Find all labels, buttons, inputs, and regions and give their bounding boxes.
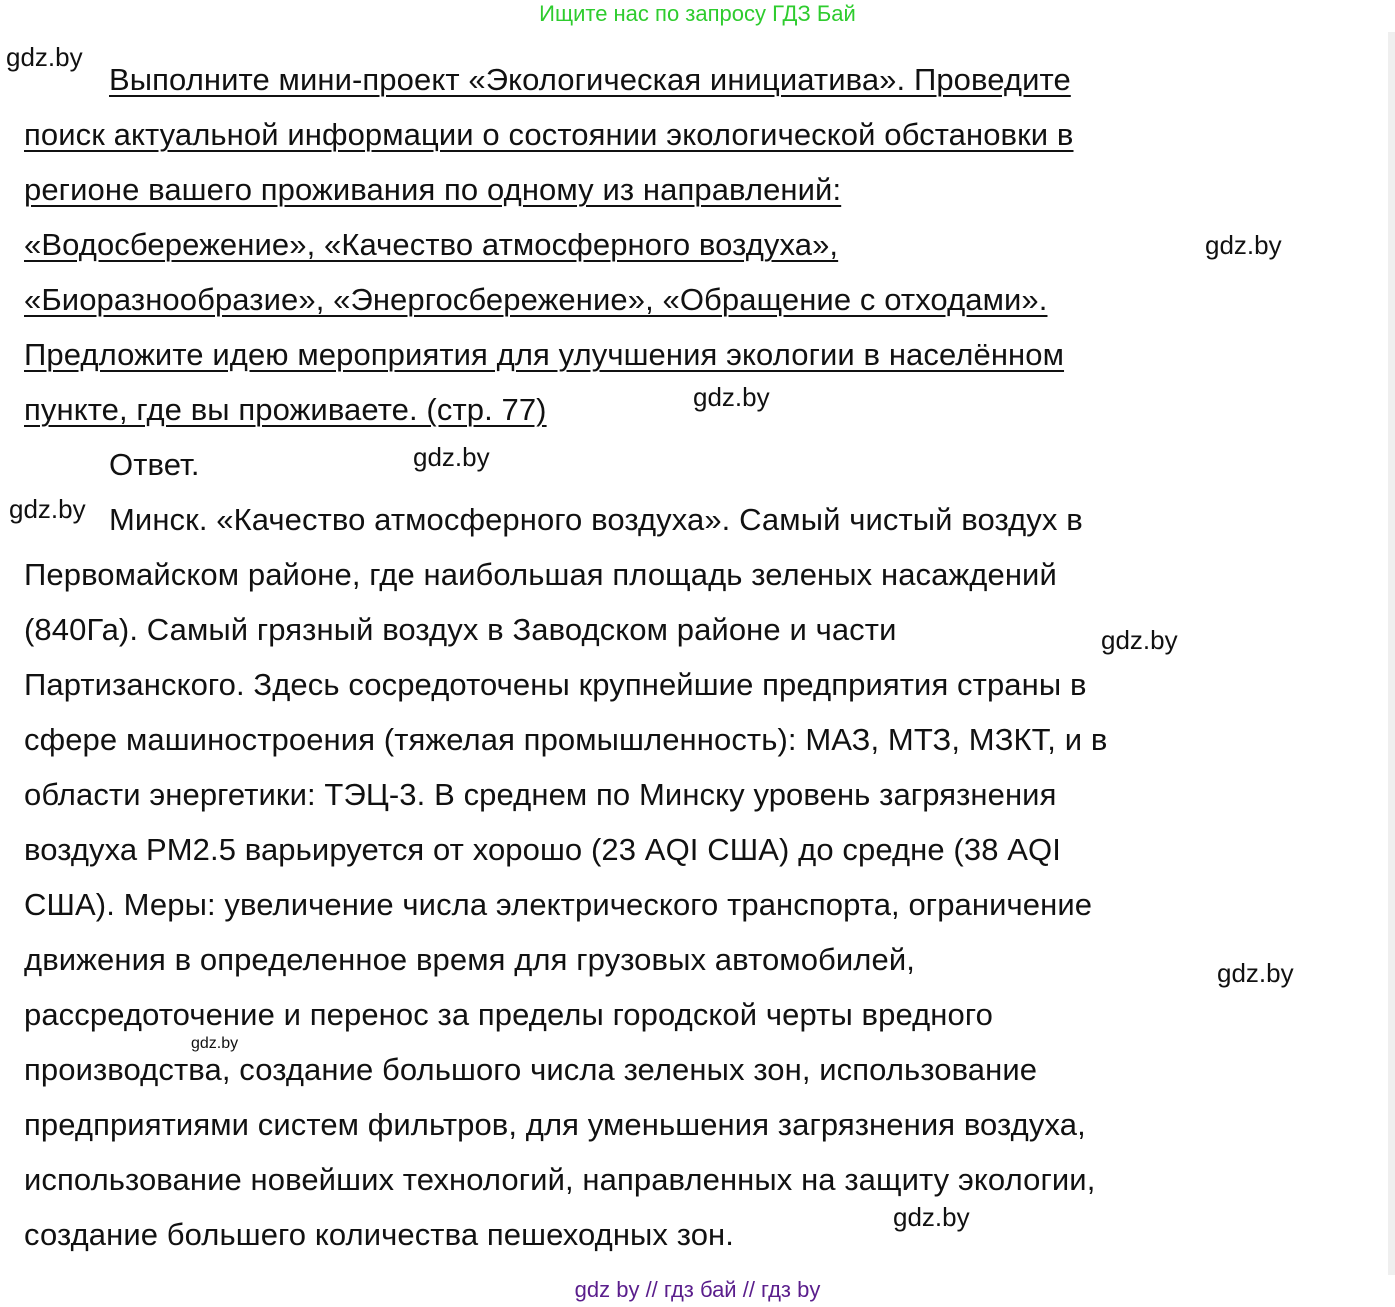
- answer-line: Партизанского. Здесь сосредоточены крупнейшие предприятия страны в: [24, 667, 1087, 702]
- answer-line: сфере машиностроения (тяжелая промышленность): МАЗ, МТЗ, МЗКТ, и в: [24, 722, 1108, 757]
- watermark: gdz.by: [413, 442, 490, 472]
- watermark: gdz.by: [893, 1202, 970, 1232]
- answer-line: Первомайском районе, где наибольшая площадь зеленых насаждений: [24, 557, 1057, 592]
- watermark: gdz.by: [1101, 625, 1178, 655]
- task-line: «Водосбережение», «Качество атмосферного воздуха»,: [24, 227, 839, 262]
- watermark: gdz.by: [6, 42, 83, 72]
- task-line: пункте, где вы проживаете. (стр. 77): [24, 392, 547, 427]
- watermark: gdz.by: [9, 494, 86, 524]
- task-line: Выполните мини-проект «Экологическая инициатива». Проведите: [109, 62, 1071, 97]
- answer-label: Ответ.: [109, 447, 200, 482]
- answer-line: Минск. «Качество атмосферного воздуха». Самый чистый воздух в: [109, 502, 1083, 537]
- task-line: «Биоразнообразие», «Энергосбережение», «Обращение с отходами».: [24, 282, 1048, 317]
- answer-line: создание большего количества пешеходных зон.: [24, 1217, 734, 1252]
- answer-line: США). Меры: увеличение числа электрического транспорта, ограничение: [24, 887, 1093, 922]
- answer-line: предприятиями систем фильтров, для уменьшения загрязнения воздуха,: [24, 1107, 1086, 1142]
- answer-line: производства, создание большого числа зеленых зон, использование: [24, 1052, 1038, 1087]
- task-line: поиск актуальной информации о состоянии экологической обстановки в: [24, 117, 1074, 152]
- task-line: регионе вашего проживания по одному из направлений:: [24, 172, 842, 207]
- watermark: gdz.by: [191, 1035, 239, 1052]
- watermark: gdz.by: [693, 382, 770, 412]
- answer-line: воздуха PM2.5 варьируется от хорошо (23 AQI США) до средне (38 AQI: [24, 832, 1061, 867]
- watermark: gdz.by: [1205, 230, 1282, 260]
- answer-line: использование новейших технологий, направленных на защиту экологии,: [24, 1162, 1096, 1197]
- answer-line: (840Га). Самый грязный воздух в Заводском районе и части: [24, 612, 897, 647]
- answer-line: области энергетики: ТЭЦ-3. В среднем по Минску уровень загрязнения: [24, 777, 1057, 812]
- watermark: gdz.by: [1217, 958, 1294, 988]
- answer-line: рассредоточение и перенос за пределы городской черты вредного: [24, 997, 993, 1032]
- task-line: Предложите идею мероприятия для улучшения экологии в населённом: [24, 337, 1065, 372]
- answer-line: движения в определенное время для грузовых автомобилей,: [24, 942, 915, 977]
- scrollbar-track[interactable]: [1388, 32, 1395, 1275]
- footer-links[interactable]: gdz by // гдз бай // гдз by: [574, 1277, 821, 1302]
- search-hint-link[interactable]: Ищите нас по запросу ГДЗ Бай: [539, 1, 856, 26]
